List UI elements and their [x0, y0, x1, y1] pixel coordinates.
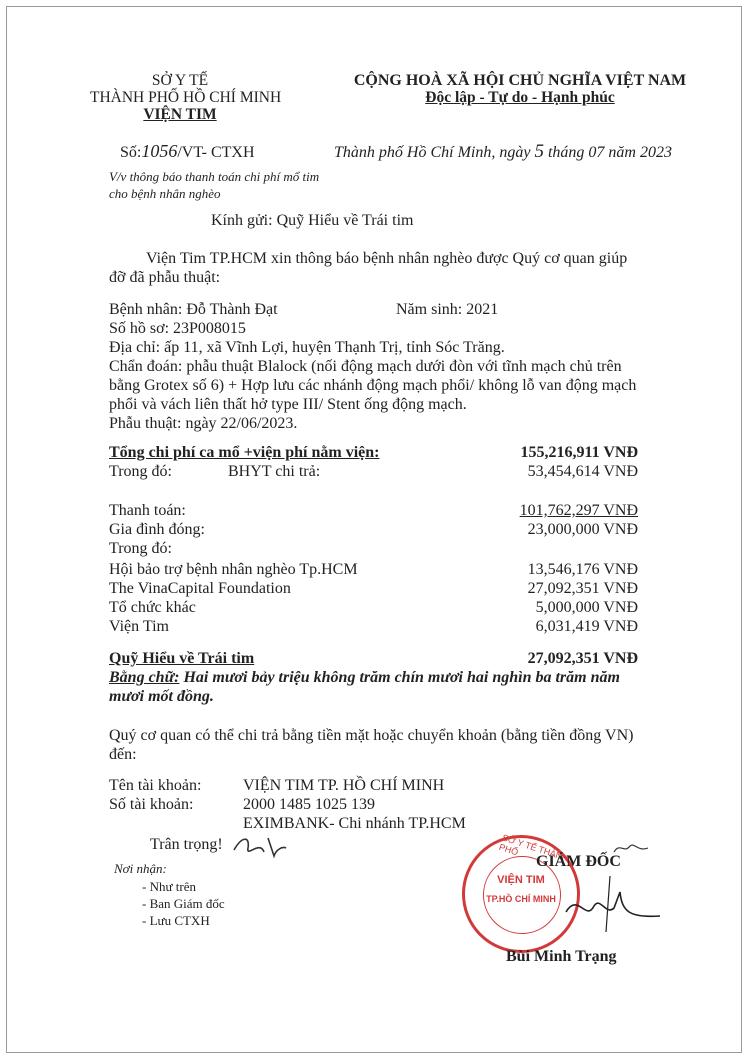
diagnosis-line-3: phổi và vách liên thất hở type III/ Stent ống động mạch.	[109, 396, 467, 413]
country-name: CỘNG HOÀ XÃ HỘI CHỦ NGHĨA VIỆT NAM	[353, 72, 687, 89]
contributor-value: 6,031,419 VNĐ	[535, 618, 638, 635]
amount-in-words-line-1	[109, 669, 620, 687]
annotation-scribble	[612, 838, 652, 858]
city-name: THÀNH PHỐ HỒ CHÍ MINH	[90, 89, 282, 106]
total-cost-label: Tổng chi phí ca mổ +viện phí nằm viện:	[109, 444, 380, 461]
account-name-label: Tên tài khoản:	[109, 777, 202, 794]
diagnosis-line-1: Chẩn đoán: phẫu thuật Blalock (nối động mạch dưới đòn với tĩnh mạch chủ trên	[109, 358, 622, 375]
recipient-item: - Lưu CTXH	[142, 913, 210, 928]
issue-date	[334, 141, 672, 163]
salutation: Kính gửi: Quỹ Hiểu về Trái tim	[211, 212, 414, 229]
signatory-title: GIÁM ĐỐC	[536, 853, 621, 870]
patient-birth-year: Năm sinh: 2021	[396, 301, 499, 318]
recipient-item: - Ban Giám đốc	[142, 896, 225, 911]
fund-label: Quỹ Hiểu về Trái tim	[109, 650, 255, 667]
family-label: Gia đình đóng:	[109, 521, 205, 538]
contributor-label: Hội bảo trợ bệnh nhân nghèo Tp.HCM	[109, 561, 358, 578]
amount-in-words-text: Hai mươi bảy triệu không trăm chín mươi hai nghìn ba trăm năm	[179, 669, 620, 686]
seal-center-line-2: TP.HỒ CHÍ MINH	[486, 894, 556, 904]
total-cost-value: 155,216,911 VNĐ	[520, 444, 638, 461]
of-which-label: Trong đó:	[109, 463, 172, 480]
contributor-label: Tổ chức khác	[109, 599, 196, 616]
contributor-value: 5,000,000 VNĐ	[535, 599, 638, 616]
payment-note-line-2: đến:	[109, 746, 137, 763]
intro-line-2: đỡ đã phẫu thuật:	[109, 269, 221, 286]
document-number	[120, 141, 255, 162]
account-name: VIỆN TIM TP. HỒ CHÍ MINH	[243, 777, 445, 794]
seal-center-line-1: VIỆN TIM	[497, 874, 545, 886]
account-no: 2000 1485 1025 139	[243, 796, 375, 813]
ministry-name: SỞ Y TẾ	[151, 72, 209, 89]
subject-line-2: cho bệnh nhân nghèo	[109, 186, 221, 201]
recipient-item: - Như trên	[142, 879, 196, 894]
date-suffix: tháng 07 năm 2023	[543, 144, 672, 161]
seal-ring-text: SỞ Y TẾ THÀNH PHỐ	[497, 832, 570, 864]
contributor-value: 27,092,351 VNĐ	[527, 580, 638, 597]
recipients-title: Nơi nhận:	[114, 861, 167, 876]
amount-in-words-line-2: mươi mốt đồng.	[109, 688, 214, 705]
signatory-name: Bùi Minh Trạng	[506, 948, 617, 965]
payment-value: 101,762,297 VNĐ	[519, 502, 638, 519]
bhyt-label: BHYT chi trả:	[228, 463, 321, 480]
fund-value: 27,092,351 VNĐ	[527, 650, 638, 667]
patient-name: Bệnh nhân: Đỗ Thành Đạt	[109, 301, 278, 318]
bank-name: EXIMBANK- Chi nhánh TP.HCM	[243, 815, 466, 832]
number-prefix: Số:	[120, 144, 142, 161]
initials-signature	[230, 830, 290, 864]
account-no-label: Số tài khoản:	[109, 796, 194, 813]
intro-line-1: Viện Tim TP.HCM xin thông báo bệnh nhân nghèo được Quý cơ quan giúp	[146, 250, 628, 267]
number-handwritten: 1056	[141, 141, 178, 161]
national-motto: Độc lập - Tự do - Hạnh phúc	[425, 89, 615, 106]
of-which-label-2: Trong đó:	[109, 540, 172, 557]
diagnosis-line-2: bằng Grotex số 6) + Hợp lưu các nhánh động mạch phổi/ không lỗ van động mạch	[109, 377, 637, 394]
patient-record-no: Số hồ sơ: 23P008015	[109, 320, 246, 337]
number-suffix: /VT- CTXH	[177, 144, 255, 161]
payment-label: Thanh toán:	[109, 502, 186, 519]
contributor-label: The VinaCapital Foundation	[109, 580, 291, 597]
date-prefix: Thành phố Hồ Chí Minh, ngày	[334, 144, 535, 161]
date-day: 5	[534, 141, 544, 162]
bhyt-value: 53,454,614 VNĐ	[527, 463, 638, 480]
payment-note-line-1: Quý cơ quan có thể chi trả bằng tiền mặt hoặc chuyển khoản (bằng tiền đồng VN)	[109, 727, 634, 744]
closing-text: Trân trọng!	[150, 836, 223, 853]
institute-name: VIỆN TIM	[143, 106, 217, 123]
contributor-label: Viện Tim	[109, 618, 169, 635]
director-signature	[560, 872, 670, 942]
family-value: 23,000,000 VNĐ	[527, 521, 638, 538]
contributor-value: 13,546,176 VNĐ	[527, 561, 638, 578]
patient-address: Địa chỉ: ấp 11, xã Vĩnh Lợi, huyện Thạnh Trị, tỉnh Sóc Trăng.	[109, 339, 505, 356]
surgery-date: Phẫu thuật: ngày 22/06/2023.	[109, 415, 298, 432]
amount-in-words-label: Bằng chữ:	[109, 669, 180, 686]
subject-line-1: V/v thông báo thanh toán chi phí mổ tim	[109, 169, 320, 184]
